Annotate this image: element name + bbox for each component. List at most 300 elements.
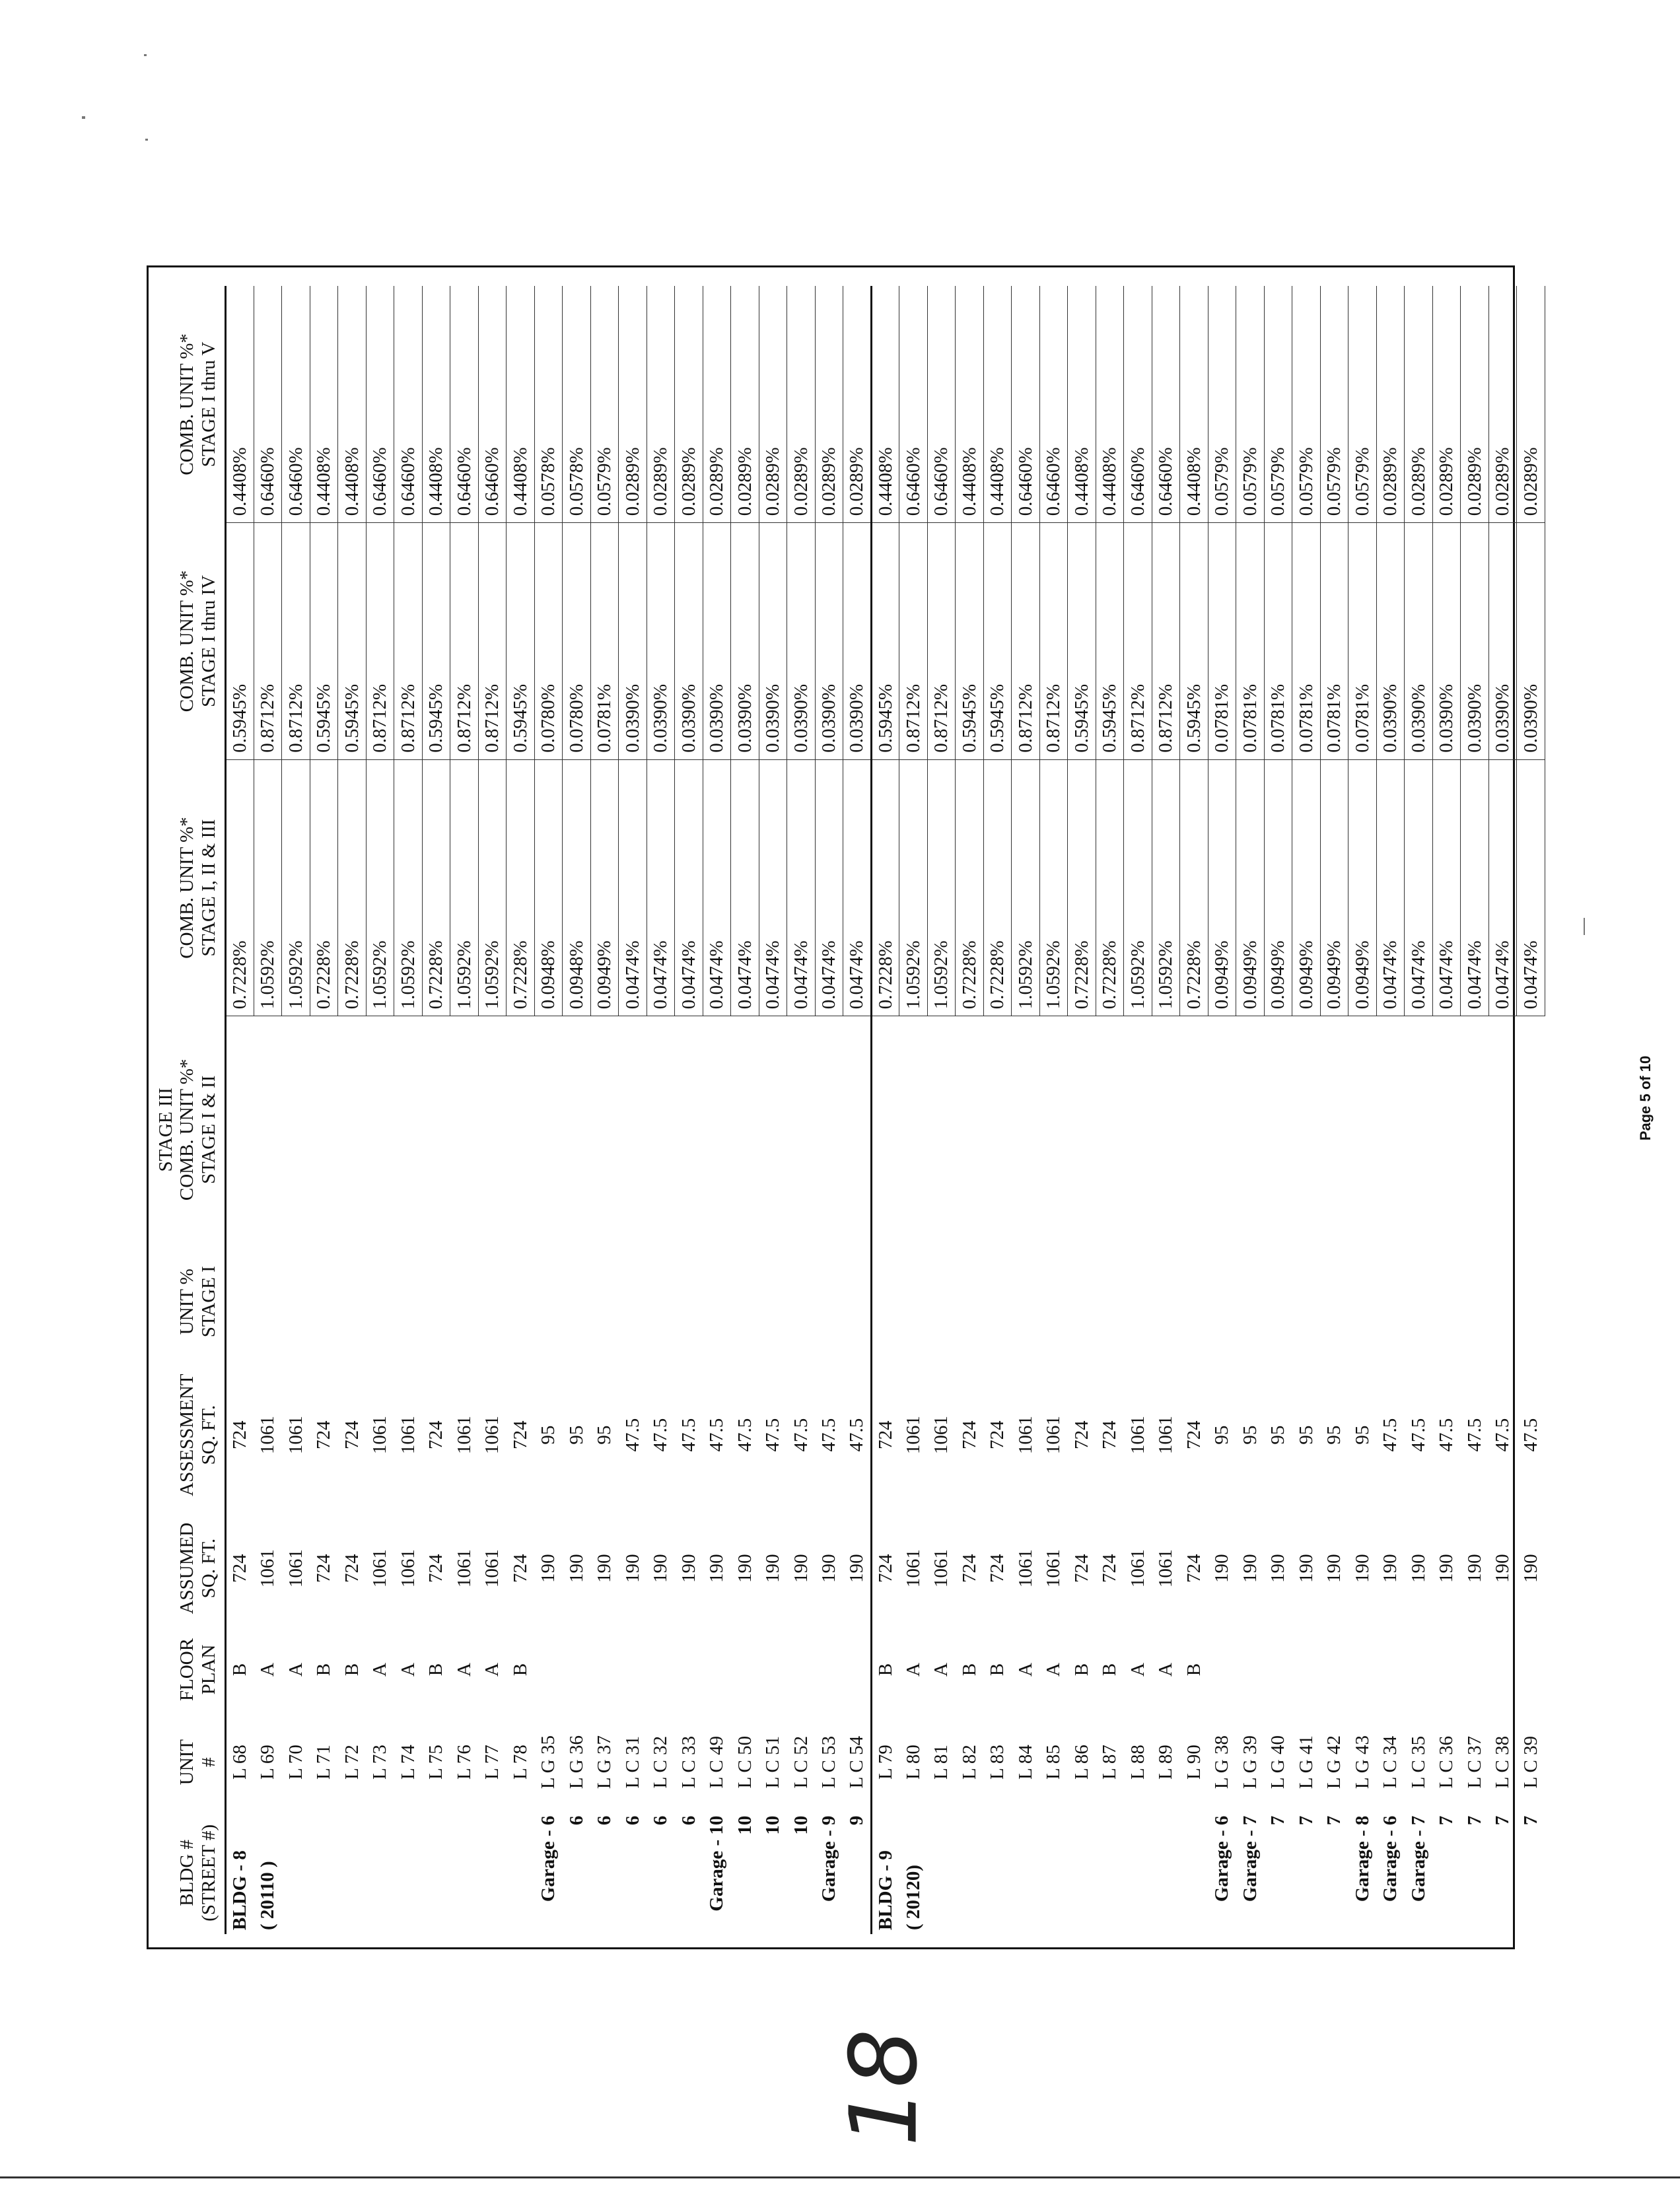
- cell-comb-pct-stage-1-5: 0.0289%: [815, 286, 843, 523]
- cell-unit-pct-stage-1: [1152, 1243, 1180, 1360]
- table-row: [1264, 286, 1292, 1934]
- cell-comb-pct-stage-1-4: 0.0390%: [1461, 523, 1489, 760]
- cell-unit-pct-stage-1: [422, 1243, 450, 1360]
- cell-assessment-sqft: 95: [565, 1425, 587, 1445]
- cell-comb-pct-stage-1-5: 0.4408%: [338, 286, 367, 523]
- cell-comb-pct-stage-1-4: 0.8712%: [450, 523, 479, 760]
- cell-assessment-sqft: 724: [341, 1420, 363, 1449]
- cell-comb-pct-stage-1-4: 0.0390%: [619, 523, 647, 760]
- cell-comb-pct-stage-1-3: 0.0949%: [1292, 759, 1321, 1016]
- table-row: [478, 286, 507, 1934]
- cell-unit-pct-stage-1: [871, 1243, 899, 1360]
- scan-speck: [144, 54, 147, 56]
- cell-assessment-sqft: 47.5: [1407, 1418, 1429, 1452]
- cell-unit: L 74: [397, 1745, 419, 1780]
- cell-comb-pct-stage-1-4: 0.5945%: [422, 523, 450, 760]
- cell-bldg: 6: [565, 1815, 587, 1826]
- cell-floor-plan: [703, 1626, 731, 1712]
- cell-assumed-sqft: 190: [678, 1554, 699, 1583]
- cell-assumed-sqft: 1061: [902, 1549, 924, 1588]
- cell-unit: L C 39: [1520, 1735, 1541, 1789]
- cell-unit: L G 41: [1295, 1735, 1317, 1789]
- table-row: [647, 286, 675, 1934]
- cell-comb-pct-stage-1-5: 0.0578%: [534, 286, 563, 523]
- cell-assessment-sqft: 724: [958, 1420, 980, 1449]
- cell-assessment-sqft: 47.5: [845, 1418, 867, 1452]
- cell-bldg: 7: [1520, 1815, 1541, 1826]
- cell-comb-pct-stage-1-3: 0.0474%: [843, 759, 872, 1016]
- cell-floor-plan: [1208, 1626, 1236, 1712]
- cell-unit-pct-stage-1: [815, 1243, 843, 1360]
- cell-unit-pct-stage-1: [450, 1243, 479, 1360]
- cell-comb-pct-stage-1-3: 0.7228%: [983, 759, 1012, 1016]
- cell-comb-pct-stage-1-2: [282, 1016, 310, 1243]
- cell-bldg: BLDG - 8: [229, 1850, 251, 1930]
- table-row: [1320, 286, 1348, 1934]
- cell-unit-pct-stage-1: [647, 1243, 675, 1360]
- cell-bldg: [507, 1812, 535, 1934]
- table-row: [450, 286, 479, 1934]
- scan-speck: [145, 139, 148, 141]
- cell-floor-plan: A: [1043, 1662, 1065, 1677]
- cell-comb-pct-stage-1-5: 0.6460%: [927, 286, 956, 523]
- cell-assumed-sqft: 190: [1295, 1554, 1317, 1583]
- cell-comb-pct-stage-1-5: 0.0579%: [1208, 286, 1236, 523]
- cell-unit: L C 53: [818, 1735, 840, 1789]
- cell-comb-pct-stage-1-4: 0.8712%: [1124, 523, 1152, 760]
- cell-assumed-sqft: 724: [341, 1554, 363, 1583]
- header-line: STAGE I: [197, 1266, 219, 1338]
- cell-comb-pct-stage-1-2: [675, 1016, 703, 1243]
- cell-bldg: Garage - 6: [1211, 1815, 1233, 1902]
- cell-bldg: 6: [621, 1815, 643, 1826]
- unit-percentage-table: [155, 286, 1545, 1934]
- cell-floor-plan: [675, 1626, 703, 1712]
- cell-assumed-sqft: 1061: [369, 1549, 391, 1588]
- cell-comb-pct-stage-1-5: 0.4408%: [422, 286, 450, 523]
- cell-unit-pct-stage-1: [282, 1243, 310, 1360]
- cell-unit: L C 36: [1436, 1735, 1457, 1789]
- header-line: #: [197, 1757, 219, 1767]
- header-line: COMB. UNIT %*: [176, 333, 198, 475]
- cell-comb-pct-stage-1-5: 0.6460%: [478, 286, 507, 523]
- cell-unit-pct-stage-1: [731, 1243, 759, 1360]
- cell-comb-pct-stage-1-3: 1.0592%: [1012, 759, 1040, 1016]
- cell-assessment-sqft: 47.5: [621, 1418, 643, 1452]
- cell-floor-plan: [787, 1626, 816, 1712]
- header-comb-pct-stage-1-4: [176, 523, 225, 760]
- cell-assumed-sqft: 1061: [1014, 1549, 1036, 1588]
- cell-unit: L 71: [313, 1745, 335, 1780]
- cell-assumed-sqft: 190: [1463, 1554, 1485, 1583]
- cell-comb-pct-stage-1-3: 0.0474%: [1405, 759, 1433, 1016]
- cell-comb-pct-stage-1-3: 0.0474%: [1432, 759, 1461, 1016]
- cell-floor-plan: [534, 1626, 563, 1712]
- cell-unit-pct-stage-1: [226, 1243, 254, 1360]
- header-line: COMB. UNIT %*: [176, 817, 198, 959]
- header-line: COMB. UNIT %*: [176, 570, 198, 712]
- header-unit-pct-stage-1: [176, 1243, 225, 1360]
- cell-comb-pct-stage-1-2: [590, 1016, 619, 1243]
- cell-unit: L 89: [1155, 1745, 1177, 1780]
- cell-unit-pct-stage-1: [1461, 1243, 1489, 1360]
- cell-floor-plan: A: [481, 1662, 503, 1677]
- table-row: [1236, 286, 1265, 1934]
- cell-comb-pct-stage-1-5: 0.0289%: [1376, 286, 1405, 523]
- table-row: [226, 286, 254, 1934]
- cell-comb-pct-stage-1-3: 0.0949%: [590, 759, 619, 1016]
- cell-unit: L G 40: [1267, 1735, 1289, 1789]
- cell-assessment-sqft: 724: [1183, 1420, 1205, 1449]
- table-row: [507, 286, 535, 1934]
- header-line: COMB. UNIT %*: [176, 1059, 198, 1201]
- cell-floor-plan: A: [902, 1662, 924, 1677]
- table-row: [1348, 286, 1377, 1934]
- cell-unit-pct-stage-1: [563, 1243, 591, 1360]
- header-line: UNIT: [176, 1739, 198, 1786]
- cell-bldg: Garage - 8: [1351, 1815, 1373, 1902]
- cell-assumed-sqft: 724: [1070, 1554, 1092, 1583]
- cell-comb-pct-stage-1-5: 0.6460%: [1039, 286, 1068, 523]
- cell-floor-plan: B: [1070, 1663, 1092, 1677]
- header-line: BLDG #: [176, 1839, 198, 1906]
- cell-assessment-sqft: 95: [1211, 1425, 1233, 1445]
- table-row: [927, 286, 956, 1934]
- cell-comb-pct-stage-1-2: [1432, 1016, 1461, 1243]
- cell-assumed-sqft: 724: [871, 1510, 899, 1627]
- header-floor-plan: [176, 1626, 225, 1712]
- cell-comb-pct-stage-1-2: [956, 1016, 984, 1243]
- cell-comb-pct-stage-1-3: 0.0949%: [1320, 759, 1348, 1016]
- cell-floor-plan: B: [341, 1663, 363, 1677]
- cell-assessment-sqft: 724: [425, 1420, 447, 1449]
- header-comb-pct-stage-1-5: [176, 286, 225, 523]
- cell-comb-pct-stage-1-2: [983, 1016, 1012, 1243]
- cell-assessment-sqft: 47.5: [650, 1418, 672, 1452]
- cell-unit-pct-stage-1: [703, 1243, 731, 1360]
- cell-assumed-sqft: 190: [1407, 1554, 1429, 1583]
- cell-assessment-sqft: 47.5: [1520, 1418, 1541, 1452]
- cell-comb-pct-stage-1-2: [899, 1016, 928, 1243]
- cell-unit-pct-stage-1: [590, 1243, 619, 1360]
- cell-comb-pct-stage-1-4: 0.8712%: [899, 523, 928, 760]
- cell-bldg: 7: [1267, 1815, 1289, 1826]
- cell-comb-pct-stage-1-3: 0.7228%: [507, 759, 535, 1016]
- cell-comb-pct-stage-1-4: 0.0390%: [843, 523, 872, 760]
- cell-assessment-sqft: 95: [1295, 1425, 1317, 1445]
- cell-comb-pct-stage-1-4: 0.8712%: [478, 523, 507, 760]
- cell-bldg: 7: [1463, 1815, 1485, 1826]
- cell-comb-pct-stage-1-2: [450, 1016, 479, 1243]
- cell-unit-pct-stage-1: [1376, 1243, 1405, 1360]
- cell-unit: L 83: [987, 1745, 1008, 1780]
- cell-assumed-sqft: 190: [594, 1554, 615, 1583]
- cell-comb-pct-stage-1-4: 0.8712%: [366, 523, 394, 760]
- cell-assessment-sqft: 47.5: [790, 1418, 812, 1452]
- cell-comb-pct-stage-1-4: 0.5945%: [507, 523, 535, 760]
- cell-unit-pct-stage-1: [1012, 1243, 1040, 1360]
- cell-unit: L 82: [958, 1745, 980, 1780]
- cell-floor-plan: [619, 1626, 647, 1712]
- cell-floor-plan: [1432, 1626, 1461, 1712]
- cell-comb-pct-stage-1-3: 0.0949%: [1208, 759, 1236, 1016]
- cell-bldg: 6: [594, 1815, 615, 1826]
- cell-assessment-sqft: 47.5: [1492, 1418, 1514, 1452]
- cell-comb-pct-stage-1-2: [871, 1016, 899, 1243]
- cell-assumed-sqft: 190: [621, 1554, 643, 1583]
- header-line: ASSESSMENT: [176, 1373, 198, 1496]
- cell-comb-pct-stage-1-4: 0.0390%: [1517, 523, 1545, 760]
- cell-comb-pct-stage-1-2: [843, 1016, 872, 1243]
- cell-assumed-sqft: 190: [790, 1554, 812, 1583]
- cell-assumed-sqft: 724: [958, 1554, 980, 1583]
- cell-floor-plan: A: [1155, 1662, 1177, 1677]
- cell-assumed-sqft: 190: [1380, 1554, 1401, 1583]
- cell-comb-pct-stage-1-5: 0.4408%: [507, 286, 535, 523]
- cell-bldg: [927, 1812, 956, 1934]
- cell-comb-pct-stage-1-4: 0.5945%: [1096, 523, 1124, 760]
- cell-unit-pct-stage-1: [1432, 1243, 1461, 1360]
- cell-assumed-sqft: 1061: [285, 1549, 306, 1588]
- cell-unit-pct-stage-1: [1180, 1243, 1208, 1360]
- table-row: [394, 286, 423, 1934]
- cell-comb-pct-stage-1-2: [1039, 1016, 1068, 1243]
- cell-comb-pct-stage-1-3: 0.7228%: [310, 759, 338, 1016]
- cell-floor-plan: A: [257, 1662, 279, 1677]
- cell-floor-plan: B: [229, 1663, 251, 1677]
- cell-floor-plan: B: [313, 1663, 335, 1677]
- cell-unit-pct-stage-1: [843, 1243, 872, 1360]
- table-row: [619, 286, 647, 1934]
- cell-assessment-sqft: 47.5: [762, 1418, 784, 1452]
- table-row: [1292, 286, 1321, 1934]
- cell-assumed-sqft: 190: [1239, 1554, 1261, 1583]
- cell-comb-pct-stage-1-2: [1320, 1016, 1348, 1243]
- header-unit: [176, 1713, 225, 1812]
- cell-assumed-sqft: 190: [734, 1554, 755, 1583]
- table-row: [1517, 286, 1545, 1934]
- cell-bldg: 10: [762, 1815, 784, 1835]
- cell-assessment-sqft: 47.5: [1463, 1418, 1485, 1452]
- cell-assessment-sqft: 724: [1099, 1420, 1121, 1449]
- cell-assessment-sqft: 47.5: [678, 1418, 699, 1452]
- cell-assessment-sqft: 724: [987, 1420, 1008, 1449]
- cell-floor-plan: B: [1099, 1663, 1121, 1677]
- cell-comb-pct-stage-1-4: 0.8712%: [254, 523, 282, 760]
- cell-assumed-sqft: 190: [565, 1554, 587, 1583]
- cell-assessment-sqft: 1061: [285, 1416, 306, 1455]
- cell-unit-pct-stage-1: [1488, 1243, 1517, 1360]
- cell-floor-plan: B: [509, 1663, 531, 1677]
- cell-comb-pct-stage-1-4: 0.0780%: [534, 523, 563, 760]
- scan-speck: [82, 116, 85, 119]
- table-row: [1068, 286, 1096, 1934]
- scan-edge-line: [0, 2176, 1680, 2178]
- cell-bldg: [1096, 1812, 1124, 1934]
- cell-assessment-sqft: 724: [509, 1420, 531, 1449]
- cell-unit: L 72: [341, 1745, 363, 1780]
- cell-floor-plan: [1405, 1626, 1433, 1712]
- cell-unit: L G 35: [538, 1735, 559, 1789]
- cell-comb-pct-stage-1-3: 1.0592%: [899, 759, 928, 1016]
- cell-comb-pct-stage-1-4: 0.0390%: [1405, 523, 1433, 760]
- cell-assessment-sqft: 1061: [453, 1416, 475, 1455]
- cell-comb-pct-stage-1-5: 0.0289%: [1432, 286, 1461, 523]
- cell-assumed-sqft: 190: [845, 1554, 867, 1583]
- cell-comb-pct-stage-1-3: 0.0949%: [1236, 759, 1265, 1016]
- cell-comb-pct-stage-1-5: 0.4408%: [1068, 286, 1096, 523]
- cell-assessment-sqft: 1061: [902, 1416, 924, 1455]
- cell-bldg: Garage - 6: [1380, 1815, 1401, 1902]
- cell-comb-pct-stage-1-2: [1096, 1016, 1124, 1243]
- cell-comb-pct-stage-1-2: [927, 1016, 956, 1243]
- cell-bldg: Garage - 9: [818, 1815, 840, 1902]
- header-line: STAGE I thru IV: [197, 575, 219, 707]
- cell-comb-pct-stage-1-2: [1488, 1016, 1517, 1243]
- cell-comb-pct-stage-1-3: 1.0592%: [927, 759, 956, 1016]
- cell-comb-pct-stage-1-3: 0.0948%: [534, 759, 563, 1016]
- cell-unit: L 69: [257, 1745, 279, 1780]
- table-row: [1039, 286, 1068, 1934]
- cell-unit: L G 37: [594, 1735, 615, 1789]
- cell-assumed-sqft: 1061: [1155, 1549, 1177, 1588]
- cell-assessment-sqft: 1061: [397, 1416, 419, 1455]
- cell-comb-pct-stage-1-3: 0.0474%: [675, 759, 703, 1016]
- header-line: STAGE I & II: [197, 1075, 219, 1185]
- cell-assumed-sqft: 190: [1436, 1554, 1457, 1583]
- cell-assumed-sqft: 1061: [1043, 1549, 1065, 1588]
- cell-unit-pct-stage-1: [759, 1243, 787, 1360]
- cell-floor-plan: [1320, 1626, 1348, 1712]
- cell-assumed-sqft: 1061: [397, 1549, 419, 1588]
- cell-comb-pct-stage-1-5: 0.0289%: [731, 286, 759, 523]
- cell-assumed-sqft: 190: [1351, 1554, 1373, 1583]
- cell-comb-pct-stage-1-5: 0.6460%: [282, 286, 310, 523]
- cell-comb-pct-stage-1-3: 0.0948%: [563, 759, 591, 1016]
- cell-unit-pct-stage-1: [1264, 1243, 1292, 1360]
- cell-unit-pct-stage-1: [1292, 1243, 1321, 1360]
- cell-bldg: 7: [1436, 1815, 1457, 1826]
- scan-speck: [1584, 918, 1585, 935]
- cell-comb-pct-stage-1-2: [1292, 1016, 1321, 1243]
- cell-comb-pct-stage-1-3: 0.0474%: [815, 759, 843, 1016]
- cell-comb-pct-stage-1-5: 0.0289%: [1405, 286, 1433, 523]
- cell-unit: L 73: [369, 1745, 391, 1780]
- cell-comb-pct-stage-1-2: [1208, 1016, 1236, 1243]
- cell-assessment-sqft: 47.5: [1436, 1418, 1457, 1452]
- cell-bldg: 7: [1492, 1815, 1514, 1826]
- cell-assumed-sqft: 724: [1183, 1554, 1205, 1583]
- cell-unit-pct-stage-1: [507, 1243, 535, 1360]
- cell-comb-pct-stage-1-3: 1.0592%: [394, 759, 423, 1016]
- cell-unit-pct-stage-1: [394, 1243, 423, 1360]
- cell-bldg: 7: [1323, 1815, 1345, 1826]
- cell-comb-pct-stage-1-5: 0.4408%: [1096, 286, 1124, 523]
- cell-bldg: [366, 1812, 394, 1934]
- cell-unit: L 80: [902, 1745, 924, 1780]
- cell-assumed-sqft: 724: [229, 1554, 251, 1583]
- cell-floor-plan: [1517, 1626, 1545, 1712]
- cell-assessment-sqft: 47.5: [734, 1418, 755, 1452]
- cell-comb-pct-stage-1-2: [759, 1016, 787, 1243]
- table-frame: [147, 265, 1541, 1949]
- cell-unit: L C 51: [762, 1735, 784, 1789]
- cell-bldg: [1068, 1812, 1096, 1934]
- cell-unit-pct-stage-1: [1320, 1243, 1348, 1360]
- cell-comb-pct-stage-1-2: [310, 1016, 338, 1243]
- cell-bldg: 10: [790, 1815, 812, 1835]
- cell-unit: L 78: [509, 1745, 531, 1780]
- cell-bldg: [956, 1812, 984, 1934]
- table-row: [815, 286, 843, 1934]
- cell-assessment-sqft: 1061: [1043, 1416, 1065, 1455]
- cell-comb-pct-stage-1-4: 0.0390%: [1376, 523, 1405, 760]
- cell-unit: L G 42: [1323, 1735, 1345, 1789]
- cell-bldg: [1039, 1812, 1068, 1934]
- cell-comb-pct-stage-1-3: 0.0949%: [1348, 759, 1377, 1016]
- cell-bldg: Garage - 10: [706, 1815, 728, 1912]
- table-row: [1488, 286, 1517, 1934]
- cell-unit: L 90: [1183, 1745, 1205, 1780]
- cell-comb-pct-stage-1-4: 0.0390%: [815, 523, 843, 760]
- cell-comb-pct-stage-1-2: [422, 1016, 450, 1243]
- cell-comb-pct-stage-1-2: [1405, 1016, 1433, 1243]
- cell-comb-pct-stage-1-5: 0.4408%: [871, 286, 899, 523]
- cell-comb-pct-stage-1-5: 0.0579%: [1320, 286, 1348, 523]
- cell-floor-plan: [1488, 1626, 1517, 1712]
- cell-comb-pct-stage-1-5: 0.0289%: [1488, 286, 1517, 523]
- cell-unit: L 88: [1127, 1745, 1148, 1780]
- cell-unit-pct-stage-1: [1124, 1243, 1152, 1360]
- cell-comb-pct-stage-1-3: 0.0474%: [647, 759, 675, 1016]
- cell-comb-pct-stage-1-4: 0.8712%: [927, 523, 956, 760]
- cell-bldg: [1124, 1812, 1152, 1934]
- header-comb-pct-stage-1-2: [176, 1016, 225, 1243]
- cell-comb-pct-stage-1-3: 0.0949%: [1264, 759, 1292, 1016]
- cell-unit-pct-stage-1: [254, 1243, 282, 1360]
- cell-comb-pct-stage-1-3: 0.0474%: [1461, 759, 1489, 1016]
- cell-comb-pct-stage-1-5: 0.0289%: [759, 286, 787, 523]
- table-row: [282, 286, 310, 1934]
- table-row: [1152, 286, 1180, 1934]
- cell-comb-pct-stage-1-4: 0.0781%: [1292, 523, 1321, 760]
- cell-assessment-sqft: 724: [229, 1420, 251, 1449]
- cell-floor-plan: [1376, 1626, 1405, 1712]
- cell-unit-pct-stage-1: [534, 1243, 563, 1360]
- cell-comb-pct-stage-1-2: [1012, 1016, 1040, 1243]
- cell-assessment-sqft: 1061: [369, 1416, 391, 1455]
- cell-unit-pct-stage-1: [1208, 1243, 1236, 1360]
- cell-unit-pct-stage-1: [1236, 1243, 1265, 1360]
- table-row: [338, 286, 367, 1934]
- table-row: [1012, 286, 1040, 1934]
- cell-comb-pct-stage-1-3: 0.0474%: [1488, 759, 1517, 1016]
- cell-comb-pct-stage-1-3: 0.7228%: [226, 759, 254, 1016]
- cell-unit-pct-stage-1: [899, 1243, 928, 1360]
- table-row: [871, 286, 899, 1934]
- header-line: SQ. FT.: [197, 1405, 219, 1465]
- cell-comb-pct-stage-1-4: 0.5945%: [983, 523, 1012, 760]
- cell-comb-pct-stage-1-3: 1.0592%: [1039, 759, 1068, 1016]
- cell-assumed-sqft: 724: [1099, 1554, 1121, 1583]
- cell-assumed-sqft: 190: [706, 1554, 728, 1583]
- page-number: Page 5 of 10: [1637, 1055, 1654, 1141]
- cell-assumed-sqft: 1061: [930, 1549, 952, 1588]
- cell-comb-pct-stage-1-3: 0.0474%: [731, 759, 759, 1016]
- handwritten-page-number: 18: [830, 2029, 938, 2147]
- header-line: (STREET #): [197, 1824, 219, 1922]
- cell-assumed-sqft: 724: [987, 1554, 1008, 1583]
